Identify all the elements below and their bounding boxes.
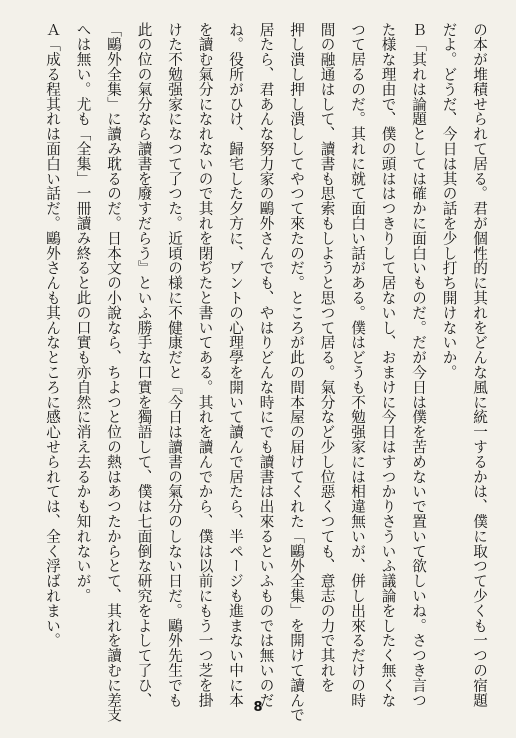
text-line: けた不勉强家になつて了つた。近頃の様に不健康だと『今日は讀書の氣分のしない日だ。鷗外先生でも	[166, 22, 183, 708]
text-line: 間の融通はして、讀書も思索もしようと思つて居る。氣分など少し位惡くつても、意志の力で其れを	[318, 22, 336, 693]
text-line: つて居るのだ。其れに就て面白い話がある。僕はどうも不勉强家には相違無いが、併し出來るだけの時	[349, 22, 366, 708]
text-line: 此の位の氣分なら讀書を廢すだらう』といふ勝手な口實を獨語して、僕は七面倒な研究をよして了ひ、	[135, 22, 153, 708]
text-line: を讀む氣分になれないので其れを閉ぢたと書いてある。其れを讀んでから、僕は以前にもう一つ芝を掛	[196, 22, 214, 708]
text-line: 居たら、君あんな努力家の鷗外さんでも、やはりどんな時にでも讀書は出來るといふものでは無いのだ	[257, 22, 275, 708]
text-line: へは無い。尤も「全集」一冊讀み終ると此の口實も亦自然に消え去るかも知れないが。	[74, 22, 92, 604]
text-line: 「鷗外全集」に讀み耽るのだ。日本文の小說なら、ちよつと位の熱はあつたからとて、其れを讀むに差支	[105, 22, 122, 723]
text-line: Ｂ「其れは論題としては確かに面白いものだ。だが今日は僕を苦めないで置いて欲しいね。さつき言つ	[410, 22, 427, 708]
text-line: だよ。どうだ、今日は其の話を少し打ち開けないか。	[440, 22, 458, 380]
text-line: Ａ「成る程其れは面白い話だ。鷗外さんも其んなところに感心せられては、全く浮ばれまい。	[44, 22, 61, 648]
vertical-text-body	[14, 22, 494, 723]
text-line: ね。役所がひけ、歸宅した夕方に、ヷントの心理學を開いて讀んで居たら、半ページも進まない中に本	[227, 22, 244, 708]
text-line: の本が堆積せられて居る。君が個性的に其れをどんな風に統一するかは、僕に取つて少くも一つの宿題	[471, 22, 488, 708]
text-line: 押し潰し押し潰ししてやつて來たのだ。ところが此の間本屋の届けてくれた「鷗外全集」を開けて讀んで	[288, 22, 305, 723]
page-number: 8	[253, 700, 263, 715]
text-line: た様な理由で、僕の頭ははつきりして居ないし、おまけに今日はすつかりさういふ議論をしたく無くな	[379, 22, 397, 708]
